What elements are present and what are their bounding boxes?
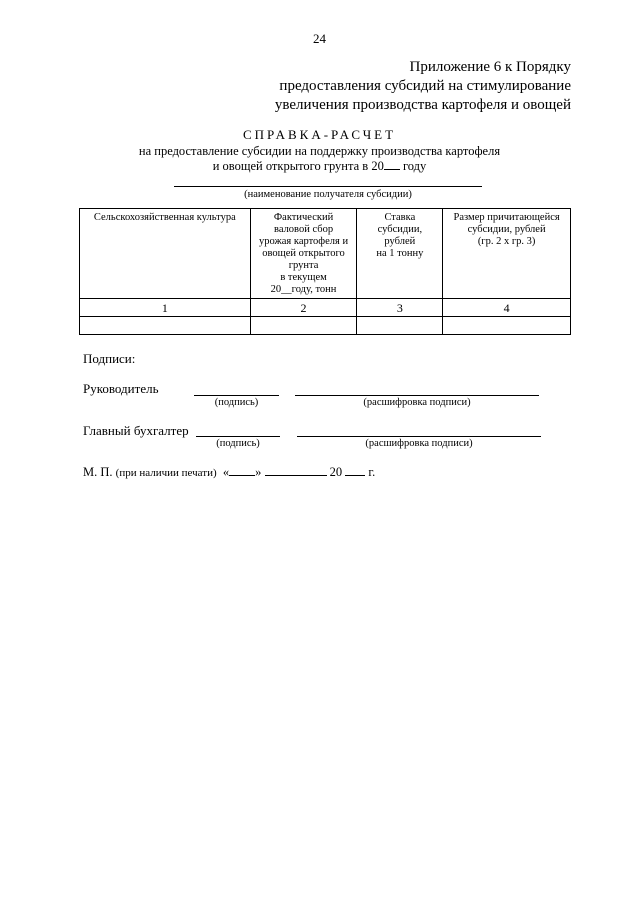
accountant-signature-line: [196, 436, 280, 437]
recipient-name-line: [174, 186, 482, 187]
year-blank: [384, 169, 400, 170]
header-rate-line: на 1 тонну: [376, 248, 424, 259]
header-harvest-line: овощей открытого: [262, 248, 345, 259]
header-cell-rate: [357, 209, 443, 299]
header-rate-line: рублей: [384, 236, 416, 247]
subtitle-line-2-suffix: году: [402, 159, 427, 173]
year-blank: [345, 475, 365, 476]
accountant-decode-line: [297, 436, 541, 437]
stamp-prefix: М. П.: [83, 465, 113, 479]
day-blank: [229, 475, 255, 476]
appendix-line-2: предоставления субсидий на стимулирование: [279, 78, 571, 94]
subtitle-line-1: на предоставление субсидии на поддержку производства картофеля: [138, 144, 501, 158]
stamp-date-line: [83, 465, 375, 480]
header-harvest-line: грунта: [288, 260, 319, 271]
header-crop-text: Сельскохозяйственная культура: [93, 212, 236, 223]
document-subtitle: [0, 144, 639, 174]
column-number: 1: [80, 299, 251, 317]
signatures-heading: Подписи:: [83, 351, 136, 366]
accountant-label: Главный бухгалтер: [83, 423, 189, 438]
stamp-note: (при наличии печати): [115, 467, 217, 479]
table-header-row: [80, 209, 571, 299]
header-rate-line: субсидии,: [377, 224, 423, 235]
table-data-row: [80, 317, 571, 335]
header-amount-line: (гр. 2 х гр. 3): [477, 236, 536, 247]
appendix-line-1: Приложение 6 к Порядку: [409, 59, 571, 75]
subtitle-line-2: [0, 159, 639, 174]
appendix-heading: [275, 58, 571, 115]
header-cell-amount: [443, 209, 571, 299]
header-harvest-line: Фактический: [273, 212, 334, 223]
table-cell: [357, 317, 443, 335]
recipient-caption: (наименование получателя субсидии): [244, 189, 412, 200]
header-cell-crop: [80, 209, 251, 299]
director-decode-caption: (расшифровка подписи): [363, 397, 471, 408]
quote-open: «: [222, 465, 230, 479]
director-decode-line: [295, 395, 539, 396]
accountant-decode-caption: (расшифровка подписи): [365, 438, 473, 449]
header-harvest-line: в текущем: [280, 272, 327, 283]
page-number: 24: [313, 31, 326, 46]
appendix-line-3: увеличения производства картофеля и овощей: [274, 97, 571, 113]
column-number-row: [80, 299, 571, 317]
header-amount-line: субсидии, рублей: [467, 224, 546, 235]
director-signature-line: [194, 395, 279, 396]
year-suffix: г.: [368, 465, 376, 479]
table-cell: [250, 317, 357, 335]
header-amount-line: Размер причитающейся: [453, 212, 560, 223]
header-rate-line: Ставка: [384, 212, 416, 223]
director-label: Руководитель: [83, 381, 159, 396]
header-harvest-line: валовой сбор: [274, 224, 334, 235]
director-signature-caption: (подпись): [214, 397, 259, 408]
document-title: СПРАВКА-РАСЧЕТ: [242, 127, 397, 142]
table-cell: [80, 317, 251, 335]
column-number: 4: [443, 299, 571, 317]
column-number: 2: [250, 299, 357, 317]
table-cell: [443, 317, 571, 335]
year-prefix: 20: [329, 465, 343, 479]
header-cell-harvest: [250, 209, 357, 299]
column-number: 3: [357, 299, 443, 317]
quote-close: »: [255, 465, 262, 479]
header-harvest-line: 20__году, тонн: [270, 284, 337, 295]
subtitle-line-2-prefix: и овощей открытого грунта в 20: [212, 159, 384, 173]
header-harvest-line: урожая картофеля и: [259, 236, 349, 247]
calculation-table: [79, 208, 571, 335]
month-blank: [265, 475, 327, 476]
accountant-signature-caption: (подпись): [216, 438, 260, 449]
